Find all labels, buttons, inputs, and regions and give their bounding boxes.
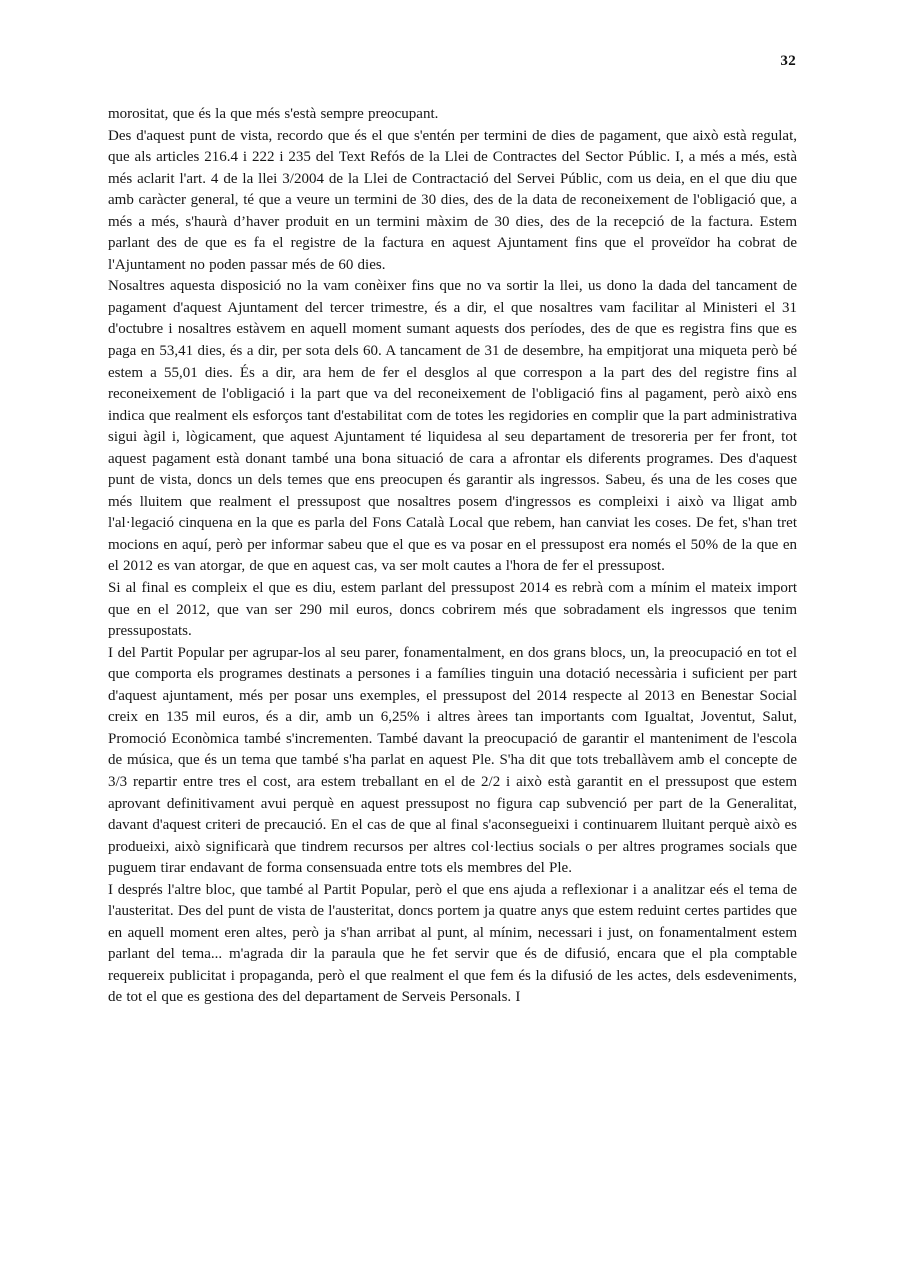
document-body xyxy=(108,104,797,1009)
page-number: 32 xyxy=(780,53,796,69)
paragraph-partit-popular-block-two: I després l'altre bloc, que també al Partit Popular, però el que ens ajuda a reflexionar i a analitzar eés el tema de l'austeritat. Des del punt de vista de l'austeritat, doncs portem ja quatre anys que estem reduint certes partides que en aquell moment eren altes, però ja s'han arribat al punt, al mínim, necessari i just, on fonamentalment estem parlant del tema... m'agrada dir la paraula que he fet servir que és de difusió, encara que el pla comptable requereix publicitat i propaganda, però el que realment el que fem és la difusió de les actes, dels esdeveniments, de tot el que es gestiona des del departament de Serveis Personals. I xyxy=(108,881,797,1006)
paragraph-payment-terms: Des d'aquest punt de vista, recordo que és el que s'entén per termini de dies de pagament, que això està regulat, que als articles 216.4 i 222 i 235 del Text Refós de la Llei de Contractes del Sector Públic. I, a més a més, està més aclarit l'art. 4 de la llei 3/2004 de la Llei de Contractació del Servei Públic, com us deia, en el que diu que amb caràcter general, té que a veure un termini de 30 dies, des de la data de reconeixement de l'obligació que, a més a més, s'haurà d’haver produit en un termini màxim de 30 dies, des de la recepció de la factura. Estem parlant des de que es fa el registre de la factura en aquest Ajuntament fins que el proveïdor ha cobrat de l'Ajuntament no poden passar més de 60 dies. xyxy=(108,127,797,273)
paragraph-partit-popular-block-one: I del Partit Popular per agrupar-los al seu parer, fonamentalment, en dos grans blocs, un, la preocupació en tot el que comporta els programes destinats a persones i a famílies tinguin una dotació necessària i suficient per part d'aquest ajuntament, més per posar uns exemples, el pressupost del 2014 respecte al 2013 en Benestar Social creix en 135 mil euros, és a dir, amb un 6,25% i altres àrees tan importants com Igualtat, Joventut, Salut, Promoció Econòmica també s'incrementen. També davant la preocupació de garantir el manteniment de l'escola de música, que és un tema que també s'ha parlat en aquest Ple. S'ha dit que tots treballàvem amb el concepte de 3/3 repartir entre tres el cost, ara estem treballant en el de 2/2 i això està garantit en el pressupost que estem aprovant definitivament avui perquè en aquest pressupost no figura cap subvenció per part de la Generalitat, davant d'aquest criteri de precaució. En el cas de que al final s'aconsegueixi i continuarem lluitant perquè això es produeixi, això significarà que tindrem recursos per altres col·lectius socials o per altres programes socials que puguem tirar endavant de forma consensuada entre tots els membres del Ple. xyxy=(108,644,797,877)
paragraph-2014-budget-income: Si al final es compleix el que es diu, estem parlant del pressupost 2014 es rebrà com a mínim el mateix import que en el 2012, que van ser 290 mil euros, doncs cobrirem més que sobradament els ingressos que tenim pressupostats. xyxy=(108,580,797,640)
paragraph-carryover: morositat, que és la que més s'està sempre preocupant. xyxy=(108,106,439,122)
paragraph-payment-periods: Nosaltres aquesta disposició no la vam conèixer fins que no va sortir la llei, us dono la dada del tancament de pagament d'aquest Ajuntament del tercer trimestre, és a dir, el que nosaltres vam facilitar al Ministeri el 31 d'octubre i nosaltres estàvem en aquell moment sumant aquests dos períodes, des de que es registra fins que es paga en 53,41 dies, és a dir, per sota dels 60. A tancament de 31 de desembre, ha empitjorat una miqueta però bé estem a 55,01 dies. És a dir, ara hem de fer el desglos al que correspon a la part des del registre fins al reconeixement de l'obligació i la part que va del reconeixement de l'obligació fins al pagament, però això ens indica que realment els esforços tant d'estabilitat com de totes les regidories en complir que la part administrativa sigui àgil i, lògicament, que aquest Ajuntament té liquidesa al seu departament de tresoreria per fer front, tot aquest pagament està donant també una bona situació de cara a afrontar els diferents programes. Des d'aquest punt de vista, doncs un dels temes que ens preocupen és garantir als ingressos. Sabeu, és una de les coses que més lluitem que realment el pressupost que nosaltres posem d'ingressos es compleixi i això va lligat amb l'al·legació cinquena en la que es parla del Fons Català Local que rebem, han canviat les coses. De fet, s'han tret mocions en aquí, però per informar sabeu que el que es va posar en el pressupost era només el 50% de la que en el 2012 es van atorgar, de que en aquest cas, va ser molt cautes a l'hora de fer el pressupost. xyxy=(108,278,797,575)
